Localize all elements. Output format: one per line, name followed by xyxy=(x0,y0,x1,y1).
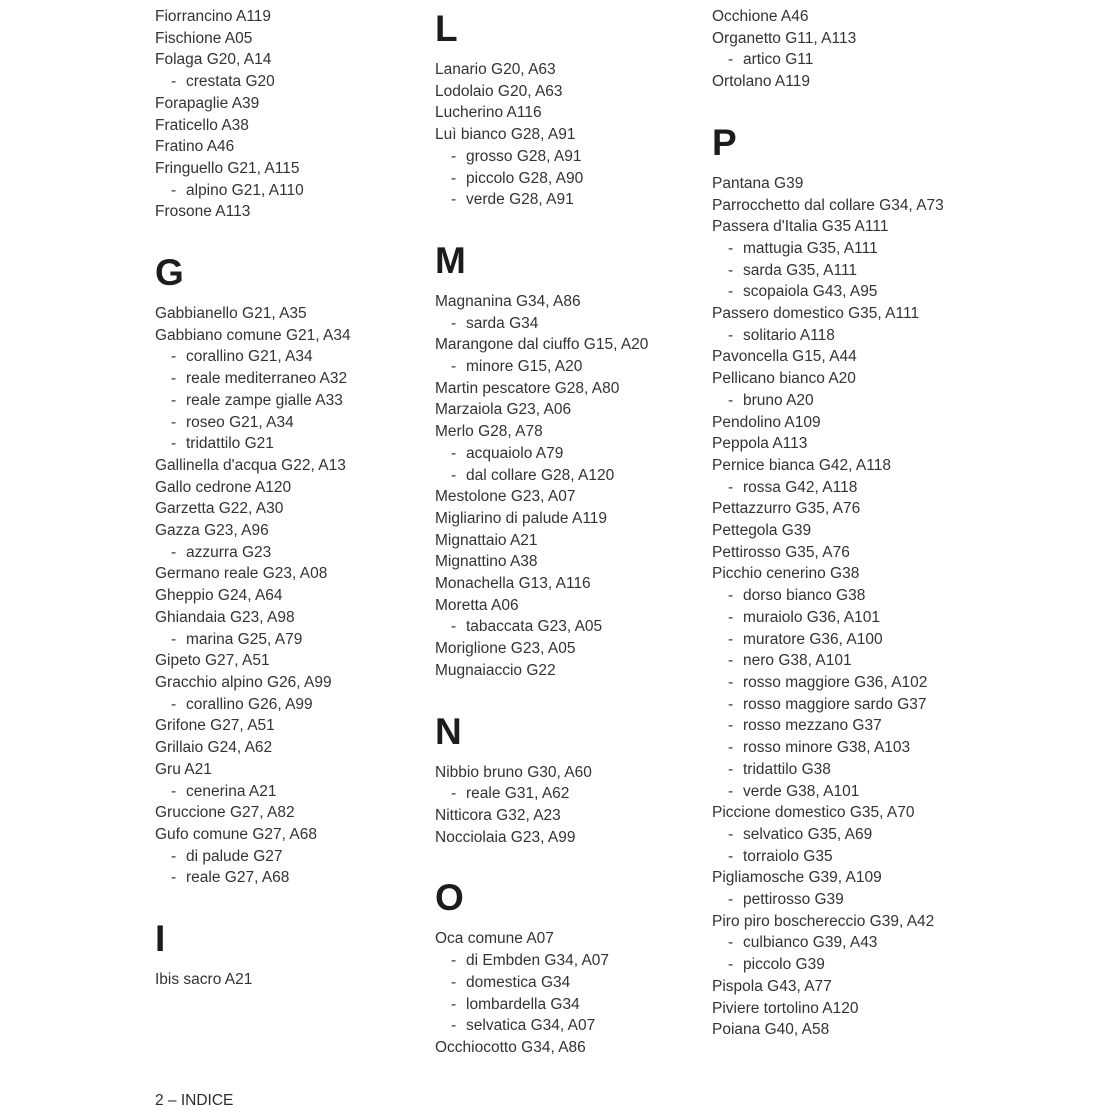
entry-text: acquaiolo A79 xyxy=(466,444,564,462)
entry-text: tridattilo G21 xyxy=(186,435,274,453)
index-entry: Gufo comune G27, A68 xyxy=(155,825,317,843)
index-entry: Pigliamosche G39, A109 xyxy=(712,869,882,887)
index-entry: Poiana G40, A58 xyxy=(712,1021,830,1039)
index-entry: Forapaglie A39 xyxy=(155,94,260,112)
subentry-dash: - xyxy=(451,191,457,209)
index-subentry xyxy=(712,781,1042,803)
index-subentry xyxy=(155,867,427,889)
entry-text: tridattilo G38 xyxy=(743,760,831,778)
subentry-dash: - xyxy=(171,73,177,91)
entry-text: di palude G27 xyxy=(186,847,283,865)
subentry-dash: - xyxy=(171,782,177,800)
index-entry: Martin pescatore G28, A80 xyxy=(435,379,620,397)
index-subentry xyxy=(155,346,427,368)
entry-text: selvatica G34, A07 xyxy=(466,1017,596,1035)
index-subentry xyxy=(435,950,705,972)
entry-text: muraiolo G36, A101 xyxy=(743,608,881,626)
subentry-dash: - xyxy=(451,358,457,376)
index-column-3 xyxy=(712,0,1042,1041)
subentry-dash: - xyxy=(728,652,734,670)
index-entry: Merlo G28, A78 xyxy=(435,423,543,441)
index-subentry xyxy=(712,325,1042,347)
index-subentry xyxy=(712,281,1042,303)
index-subentry xyxy=(435,189,705,211)
index-entry: Pettirosso G35, A76 xyxy=(712,543,850,561)
entry-text: rosso maggiore sardo G37 xyxy=(743,695,927,713)
entry-text: azzurra G23 xyxy=(186,543,272,561)
letter-section-m xyxy=(435,240,705,682)
index-entry: Germano reale G23, A08 xyxy=(155,565,328,583)
index-entry: Fringuello G21, A115 xyxy=(155,159,300,177)
subentry-dash: - xyxy=(451,618,457,636)
index-entry: Migliarino di palude A119 xyxy=(435,509,608,527)
index-subentry xyxy=(155,71,427,93)
index-entry: Fratino A46 xyxy=(155,138,235,156)
index-entry: Ibis sacro A21 xyxy=(155,971,253,989)
index-subentry xyxy=(712,390,1042,412)
subentry-dash: - xyxy=(171,869,177,887)
index-subentry xyxy=(155,542,427,564)
entry-text: piccolo G39 xyxy=(743,956,825,974)
subentry-dash: - xyxy=(171,630,177,648)
entry-text: marina G25, A79 xyxy=(186,630,303,648)
index-subentry xyxy=(435,443,705,465)
letter-section-l xyxy=(435,8,705,211)
entry-text: rosso minore G38, A103 xyxy=(743,739,911,757)
index-subentry xyxy=(712,846,1042,868)
entry-text: sarda G35, A111 xyxy=(743,261,858,279)
index-entry: Fischione A05 xyxy=(155,29,253,47)
index-entry: Marangone dal ciuffo G15, A20 xyxy=(435,336,649,354)
subentry-dash: - xyxy=(728,782,734,800)
index-entry: Pantana G39 xyxy=(712,174,804,192)
subentry-dash: - xyxy=(451,995,457,1013)
entry-text: sarda G34 xyxy=(466,314,539,332)
letter-heading: O xyxy=(435,877,465,919)
index-entry: Parrocchetto dal collare G34, A73 xyxy=(712,196,944,214)
entry-text: culbianco G39, A43 xyxy=(743,934,878,952)
subentry-dash: - xyxy=(728,847,734,865)
subentry-dash: - xyxy=(728,673,734,691)
entry-text: muratore G36, A100 xyxy=(743,630,883,648)
index-entry: Luì bianco G28, A91 xyxy=(435,126,576,144)
index-subentry xyxy=(712,759,1042,781)
index-entry: Fiorrancino A119 xyxy=(155,8,272,25)
index-entry: Lodolaio G20, A63 xyxy=(435,82,563,100)
letter-heading: G xyxy=(155,252,185,294)
subentry-dash: - xyxy=(728,326,734,344)
subentry-dash: - xyxy=(451,314,457,332)
subentry-dash: - xyxy=(728,739,734,757)
index-subentry xyxy=(712,954,1042,976)
letter-section-continued xyxy=(712,6,1042,93)
index-subentry xyxy=(155,846,427,868)
index-entry: Mignattino A38 xyxy=(435,553,538,571)
index-entry: Passera d'Italia G35 A111 xyxy=(712,218,889,236)
subentry-dash: - xyxy=(728,478,734,496)
index-entry: Nitticora G32, A23 xyxy=(435,806,561,824)
index-subentry xyxy=(435,356,705,378)
index-entry: Pernice bianca G42, A118 xyxy=(712,456,891,474)
index-entry: Piviere tortolino A120 xyxy=(712,999,859,1017)
index-subentry xyxy=(712,49,1042,71)
index-entry: Mignattaio A21 xyxy=(435,531,538,549)
subentry-dash: - xyxy=(171,543,177,561)
index-entry: Lucherino A116 xyxy=(435,104,542,122)
entry-text: di Embden G34, A07 xyxy=(466,952,610,970)
entry-text: reale zampe gialle A33 xyxy=(186,391,343,409)
index-subentry xyxy=(435,146,705,168)
letter-heading: L xyxy=(435,8,459,49)
entry-text: bruno A20 xyxy=(743,391,814,409)
entry-text: pettirosso G39 xyxy=(743,891,844,909)
subentry-dash: - xyxy=(728,934,734,952)
index-entry: Gabbianello G21, A35 xyxy=(155,305,307,323)
letter-section-continued xyxy=(155,6,427,223)
index-entry: Nocciolaia G23, A99 xyxy=(435,828,576,846)
entry-text: corallino G21, A34 xyxy=(186,348,313,366)
subentry-dash: - xyxy=(451,973,457,991)
subentry-dash: - xyxy=(728,717,734,735)
index-column-2 xyxy=(435,0,705,1059)
index-entry: Pendolino A109 xyxy=(712,413,821,431)
index-subentry xyxy=(435,972,705,994)
subentry-dash: - xyxy=(451,1017,457,1035)
entry-text: reale G31, A62 xyxy=(466,785,570,803)
index-subentry xyxy=(155,412,427,434)
index-column-1 xyxy=(155,0,427,991)
index-subentry xyxy=(712,889,1042,911)
index-entry: Pettazzurro G35, A76 xyxy=(712,500,861,518)
letter-heading: M xyxy=(435,239,467,281)
entry-text: scopaiola G43, A95 xyxy=(743,283,878,301)
index-entry: Gallo cedrone A120 xyxy=(155,478,292,496)
index-entry: Piro piro boschereccio G39, A42 xyxy=(712,912,935,930)
index-entry: Marzaiola G23, A06 xyxy=(435,401,572,419)
subentry-dash: - xyxy=(728,261,734,279)
entry-text: rosso maggiore G36, A102 xyxy=(743,673,928,691)
entry-text: rosso mezzano G37 xyxy=(743,717,882,735)
entry-text: verde G38, A101 xyxy=(743,782,860,800)
index-subentry xyxy=(712,260,1042,282)
index-subentry xyxy=(712,932,1042,954)
index-subentry xyxy=(155,781,427,803)
index-subentry xyxy=(435,313,705,335)
index-entry: Monachella G13, A116 xyxy=(435,575,591,593)
index-subentry xyxy=(435,465,705,487)
index-subentry xyxy=(155,180,427,202)
letter-heading: P xyxy=(712,121,738,163)
index-entry: Picchio cenerino G38 xyxy=(712,565,860,583)
entry-text: dorso bianco G38 xyxy=(743,587,866,605)
index-subentry xyxy=(712,694,1042,716)
entry-text: torraiolo G35 xyxy=(743,847,833,865)
subentry-dash: - xyxy=(171,370,177,388)
subentry-dash: - xyxy=(728,695,734,713)
subentry-dash: - xyxy=(171,391,177,409)
letter-section-p xyxy=(712,122,1042,1041)
index-entry: Gru A21 xyxy=(155,760,212,778)
index-entry: Organetto G11, A113 xyxy=(712,29,857,47)
index-entry: Peppola A113 xyxy=(712,435,808,453)
index-subentry xyxy=(712,238,1042,260)
entry-text: selvatico G35, A69 xyxy=(743,825,873,843)
index-subentry xyxy=(155,694,427,716)
entry-text: roseo G21, A34 xyxy=(186,413,294,431)
entry-text: nero G38, A101 xyxy=(743,652,852,670)
entry-text: minore G15, A20 xyxy=(466,358,583,376)
entry-text: grosso G28, A91 xyxy=(466,147,582,165)
index-subentry xyxy=(712,607,1042,629)
entry-text: domestica G34 xyxy=(466,973,571,991)
entry-text: verde G28, A91 xyxy=(466,191,574,209)
index-entry: Mestolone G23, A07 xyxy=(435,488,576,506)
index-entry: Pellicano bianco A20 xyxy=(712,370,856,388)
index-entry: Nibbio bruno G30, A60 xyxy=(435,763,592,781)
subentry-dash: - xyxy=(451,952,457,970)
letter-heading: I xyxy=(155,918,166,960)
index-entry: Ortolano A119 xyxy=(712,73,810,91)
entry-text: mattugia G35, A111 xyxy=(743,239,878,257)
subentry-dash: - xyxy=(451,466,457,484)
entry-text: solitario A118 xyxy=(743,326,835,344)
index-entry: Gallinella d'acqua G22, A13 xyxy=(155,456,346,474)
index-entry: Magnanina G34, A86 xyxy=(435,292,581,310)
index-entry: Lanario G20, A63 xyxy=(435,61,556,78)
index-subentry xyxy=(712,672,1042,694)
subentry-dash: - xyxy=(728,956,734,974)
index-subentry xyxy=(435,616,705,638)
subentry-dash: - xyxy=(728,239,734,257)
index-subentry xyxy=(435,994,705,1016)
index-entry: Ghiandaia G23, A98 xyxy=(155,608,295,626)
index-entry: Pispola G43, A77 xyxy=(712,977,832,995)
index-entry: Mugnaiaccio G22 xyxy=(435,661,556,679)
subentry-dash: - xyxy=(728,608,734,626)
letter-heading: N xyxy=(435,710,463,752)
subentry-dash: - xyxy=(728,760,734,778)
entry-text: alpino G21, A110 xyxy=(186,181,304,199)
index-subentry xyxy=(155,368,427,390)
letter-section-o xyxy=(435,877,705,1058)
subentry-dash: - xyxy=(171,348,177,366)
entry-text: tabaccata G23, A05 xyxy=(466,618,603,636)
subentry-dash: - xyxy=(728,391,734,409)
index-entry: Occhione A46 xyxy=(712,8,809,25)
index-entry: Piccione domestico G35, A70 xyxy=(712,804,915,822)
index-subentry xyxy=(155,629,427,651)
subentry-dash: - xyxy=(728,630,734,648)
entry-text: rossa G42, A118 xyxy=(743,478,858,496)
entry-text: artico G11 xyxy=(743,51,814,69)
index-entry: Oca comune A07 xyxy=(435,930,554,948)
subentry-dash: - xyxy=(728,825,734,843)
index-entry: Frosone A113 xyxy=(155,203,251,221)
index-subentry xyxy=(712,715,1042,737)
index-entry: Passero domestico G35, A111 xyxy=(712,305,920,323)
subentry-dash: - xyxy=(171,847,177,865)
entry-text: cenerina A21 xyxy=(186,782,277,800)
entry-text: crestata G20 xyxy=(186,73,275,91)
index-entry: Occhiocotto G34, A86 xyxy=(435,1038,586,1056)
index-entry: Moretta A06 xyxy=(435,596,519,614)
index-subentry xyxy=(712,824,1042,846)
subentry-dash: - xyxy=(451,444,457,462)
index-entry: Fraticello A38 xyxy=(155,116,249,134)
entry-text: piccolo G28, A90 xyxy=(466,169,584,187)
letter-section-i xyxy=(155,918,427,991)
entry-text: lombardella G34 xyxy=(466,995,580,1013)
subentry-dash: - xyxy=(728,283,734,301)
index-subentry xyxy=(155,433,427,455)
index-subentry xyxy=(155,390,427,412)
letter-section-n xyxy=(435,711,705,849)
entry-text: reale mediterraneo A32 xyxy=(186,370,348,388)
subentry-dash: - xyxy=(171,695,177,713)
index-subentry xyxy=(435,783,705,805)
index-entry: Grifone G27, A51 xyxy=(155,717,275,735)
index-entry: Gabbiano comune G21, A34 xyxy=(155,326,351,344)
index-subentry xyxy=(435,168,705,190)
entry-text: reale G27, A68 xyxy=(186,869,290,887)
subentry-dash: - xyxy=(728,891,734,909)
index-entry: Gazza G23, A96 xyxy=(155,522,269,540)
subentry-dash: - xyxy=(728,587,734,605)
index-subentry xyxy=(712,477,1042,499)
index-entry: Folaga G20, A14 xyxy=(155,51,272,69)
subentry-dash: - xyxy=(451,147,457,165)
index-entry: Moriglione G23, A05 xyxy=(435,640,576,658)
index-subentry xyxy=(712,585,1042,607)
entry-text: dal collare G28, A120 xyxy=(466,466,615,484)
index-entry: Gipeto G27, A51 xyxy=(155,652,270,670)
page-footer: 2 – INDICE xyxy=(155,1092,234,1109)
index-entry: Grillaio G24, A62 xyxy=(155,739,273,757)
subentry-dash: - xyxy=(451,785,457,803)
subentry-dash: - xyxy=(171,181,177,199)
subentry-dash: - xyxy=(451,169,457,187)
index-subentry xyxy=(712,650,1042,672)
index-subentry xyxy=(712,629,1042,651)
index-entry: Gracchio alpino G26, A99 xyxy=(155,673,332,691)
index-subentry xyxy=(712,737,1042,759)
subentry-dash: - xyxy=(728,51,734,69)
index-entry: Garzetta G22, A30 xyxy=(155,500,284,518)
subentry-dash: - xyxy=(171,413,177,431)
index-entry: Pettegola G39 xyxy=(712,522,812,540)
index-subentry xyxy=(435,1015,705,1037)
index-entry: Gruccione G27, A82 xyxy=(155,804,295,822)
index-entry: Pavoncella G15, A44 xyxy=(712,348,857,366)
subentry-dash: - xyxy=(171,435,177,453)
index-entry: Gheppio G24, A64 xyxy=(155,587,283,605)
letter-section-g xyxy=(155,252,427,889)
entry-text: corallino G26, A99 xyxy=(186,695,313,713)
